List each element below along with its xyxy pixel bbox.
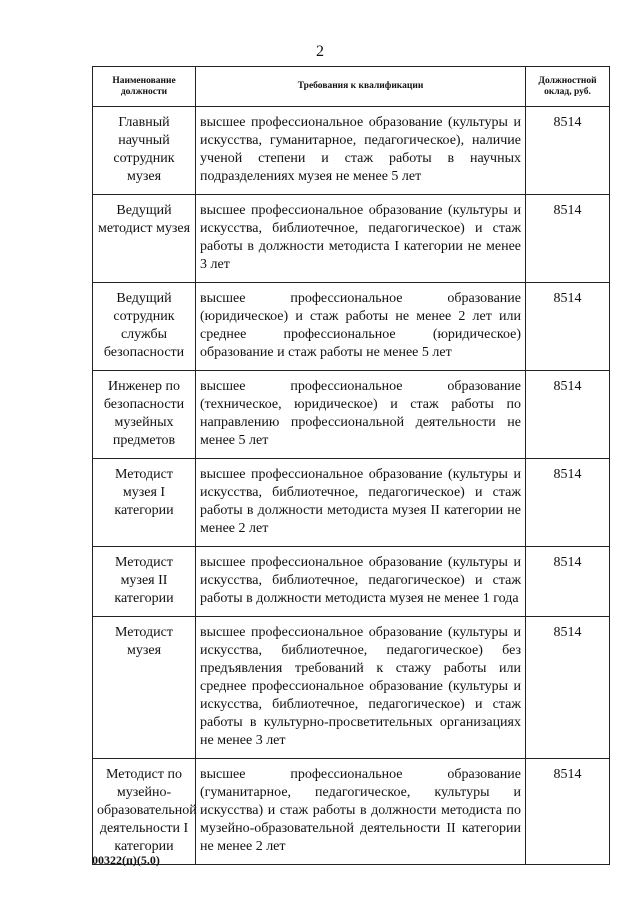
table-row: [93, 759, 610, 865]
position-cell: Ведущий сотрудник службы безопасности: [93, 283, 196, 371]
requirements-cell: высшее профессиональное образование (юридическое) и стаж работы не менее 2 лет или среднее профессиональное (юридическое) образование и стаж работы не менее 5 лет: [196, 283, 526, 371]
table-row: [93, 617, 610, 759]
table-row: [93, 547, 610, 617]
salary-cell: 8514: [526, 371, 610, 459]
salary-cell: 8514: [526, 459, 610, 547]
salary-cell: 8514: [526, 617, 610, 759]
table-row: [93, 371, 610, 459]
requirements-cell: высшее профессиональное образование (культуры и искусства, библиотечное, педагогическое) и стаж работы в должности методиста музея не менее 1 года: [196, 547, 526, 617]
position-cell: Ведущий методист музея: [93, 195, 196, 283]
position-cell: Методист музея I категории: [93, 459, 196, 547]
position-cell: Методист музея II категории: [93, 547, 196, 617]
table-row: [93, 195, 610, 283]
table-row: [93, 283, 610, 371]
table-row: [93, 107, 610, 195]
requirements-cell: высшее профессиональное образование (культуры и искусства, библиотечное, педагогическое) и стаж работы в должности методиста I категории не менее 3 лет: [196, 195, 526, 283]
requirements-cell: высшее профессиональное образование (культуры и искусства, гуманитарное, педагогическое), наличие ученой степени и стаж работы в научных подразделениях музея не менее 5 лет: [196, 107, 526, 195]
salary-cell: 8514: [526, 195, 610, 283]
qualification-table: [92, 66, 610, 865]
page-number: 2: [316, 43, 324, 60]
header-salary: Должностной оклад, руб.: [526, 67, 610, 107]
table-row: [93, 459, 610, 547]
salary-cell: 8514: [526, 547, 610, 617]
position-cell: Методист по музейно-образовательной деятельности I категории: [93, 759, 196, 865]
salary-cell: 8514: [526, 283, 610, 371]
position-cell: Инженер по безопасности музейных предметов: [93, 371, 196, 459]
header-requirements: Требования к квалификации: [196, 67, 526, 107]
salary-cell: 8514: [526, 759, 610, 865]
requirements-cell: высшее профессиональное образование (техническое, юридическое) и стаж работы по направлению профессиональной деятельности не менее 5 лет: [196, 371, 526, 459]
position-cell: Главный научный сотрудник музея: [93, 107, 196, 195]
header-position: Наименование должности: [93, 67, 196, 107]
table-header-row: [93, 67, 610, 107]
requirements-cell: высшее профессиональное образование (гуманитарное, педагогическое, культуры и искусства) и стаж работы в должности методиста по музейно-образовательной деятельности II категории не менее 2 лет: [196, 759, 526, 865]
document-code: 00322(п)(5.0): [92, 853, 160, 867]
position-cell: Методист музея: [93, 617, 196, 759]
salary-cell: 8514: [526, 107, 610, 195]
requirements-cell: высшее профессиональное образование (культуры и искусства, библиотечное, педагогическое) без предъявления требований к стажу работы или среднее профессиональное образование (культуры и искусства, библиотечное, педагогическое) и стаж работы в культурно-просветительных организациях не менее 3 лет: [196, 617, 526, 759]
requirements-cell: высшее профессиональное образование (культуры и искусства, библиотечное, педагогическое) и стаж работы в должности методиста музея II категории не менее 2 лет: [196, 459, 526, 547]
